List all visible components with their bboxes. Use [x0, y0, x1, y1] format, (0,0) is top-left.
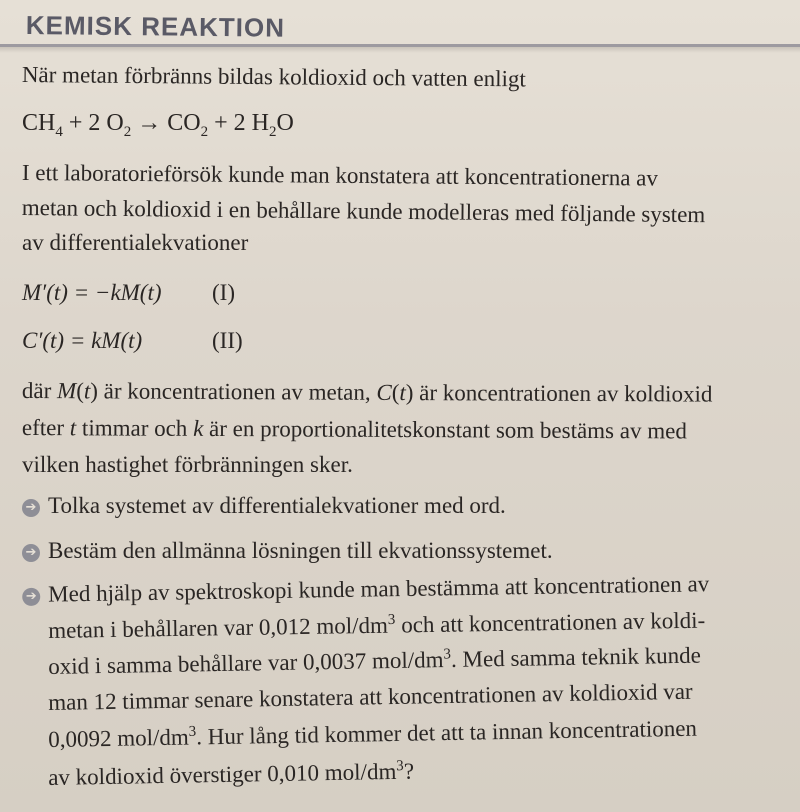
heading-rule-shadow — [0, 47, 800, 53]
para2-l1e: ) är koncentrationen av koldioxid — [405, 380, 713, 407]
reaction-o2-sub: 2 — [123, 123, 132, 140]
equation-2 — [22, 328, 243, 354]
bullet-3-line-2 — [48, 608, 705, 644]
bullet-1 — [22, 493, 506, 519]
arrow-circle-icon: ➔ — [22, 499, 40, 517]
para2-l1d: ( — [391, 379, 400, 405]
task3-l2a: metan i behållaren var 0,012 mol/dm — [48, 612, 389, 643]
para2-l1m: M — [56, 378, 77, 404]
equation-1-expression: M′(t) = −kM(t) — [22, 280, 162, 305]
reaction-plus-o: + 2 O — [62, 110, 124, 136]
task3-l5b: . Hur lång tid kommer det att ta innan koncentrationen — [196, 715, 698, 750]
arrow-circle-icon: ➔ — [22, 544, 40, 562]
para2-l1b: ( — [76, 378, 84, 404]
bullet-3-line-1 — [22, 571, 709, 608]
intro-text: När metan förbränns bildas koldioxid och vatten enligt — [21, 62, 526, 92]
reaction-ch-sub: 4 — [55, 123, 63, 140]
para2-line-1 — [22, 378, 713, 408]
reaction-h2o-sub: 2 — [268, 123, 277, 140]
equation-2-expression: C′(t) = kM(t) — [22, 328, 143, 353]
task3-l3a: oxid i samma behållare var 0,0037 mol/dm — [48, 647, 444, 679]
reaction-co2-sub: 2 — [200, 123, 209, 140]
para1-line-3: av differentialekvationer — [22, 230, 249, 255]
para2-l2k: k — [193, 415, 204, 441]
reaction-plus-h: + 2 H — [208, 110, 269, 136]
arrow-circle-icon: ➔ — [22, 588, 40, 606]
task3-l5sup: 3 — [188, 723, 197, 740]
task3-l1: Med hjälp av spektroskopi kunde man bestämma att koncentrationen av — [47, 571, 710, 607]
task3-l3b: . Med samma teknik kunde — [450, 642, 701, 672]
para2-l2a: efter — [21, 415, 70, 441]
bullet-2 — [22, 538, 553, 564]
para2-l1m2: C — [376, 379, 392, 405]
bullet-3-line-6 — [48, 759, 414, 791]
para1-line-1: I ett laboratorieförsök kunde man konstatera att koncentrationerna av — [21, 160, 659, 191]
task3-l2sup: 3 — [387, 611, 396, 629]
task3-l6a: av koldioxid överstiger 0,010 mol/dm — [48, 758, 397, 790]
para2-l2t: t — [69, 415, 77, 441]
bullet-3-line-3 — [48, 643, 701, 680]
equation-2-label: (II) — [212, 328, 243, 353]
bullet-2-text: Bestäm den allmänna lösningen till ekvationssystemet. — [48, 538, 553, 563]
para2-l1t2: t — [399, 379, 406, 406]
para2-l2c: är en proportionalitetskonstant som bestäms av med — [203, 415, 687, 444]
task3-l5a: 0,0092 mol/dm — [48, 724, 189, 752]
para2-l1a: där — [21, 378, 58, 404]
reaction-o: O — [276, 110, 294, 136]
para2-line-3: vilken hastighet förbränningen sker. — [22, 452, 353, 477]
task3-l6b: ? — [403, 758, 415, 784]
para2-l1t: t — [83, 378, 91, 404]
para2-line-2 — [22, 415, 687, 444]
reaction-arrow-co: → CO — [131, 110, 201, 136]
section-heading: KEMISK REAKTION — [25, 10, 286, 43]
para2-l1c: ) är koncentrationen av metan, — [90, 378, 377, 405]
bullet-3-line-5 — [48, 716, 697, 753]
task3-l6sup: 3 — [396, 758, 404, 775]
task3-l3sup: 3 — [443, 646, 452, 663]
reaction-equation — [22, 110, 294, 140]
para1-line-2: metan och koldioxid i en behållare kunde modelleras med följande system — [21, 195, 706, 228]
equation-1-label: (I) — [212, 280, 235, 305]
equation-1 — [22, 280, 235, 306]
para2-l2b: timmar och — [76, 415, 194, 441]
bullet-1-text: Tolka systemet av differentialekvationer med ord. — [48, 493, 506, 518]
bullet-3-line-4: man 12 timmar senare konstatera att koncentrationen av koldioxid var — [48, 678, 693, 715]
reaction-ch: CH — [22, 110, 56, 136]
task3-l2b: och att koncentrationen av koldi- — [395, 607, 706, 638]
